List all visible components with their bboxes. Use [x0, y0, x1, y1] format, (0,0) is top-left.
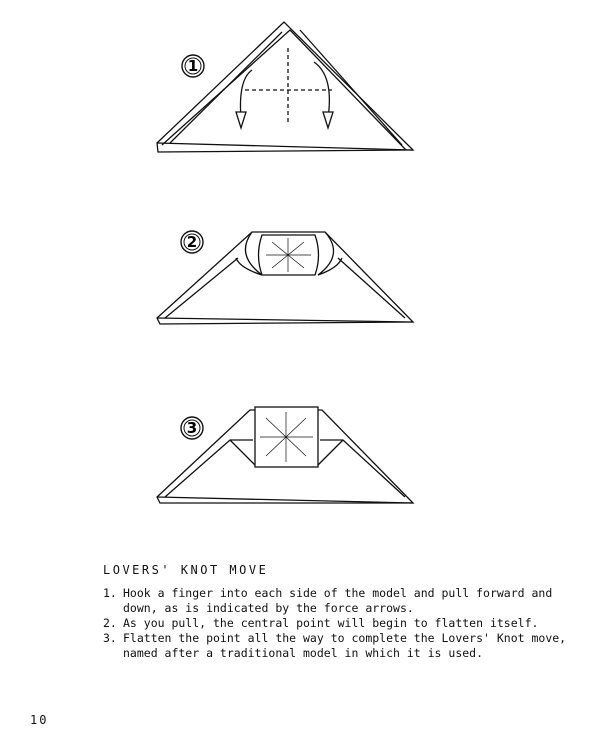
- step-text: Flatten the point all the way to complete the Lovers' Knot move, named after a traditional model in which it is used.: [123, 631, 567, 660]
- step-1-drawing: [0, 15, 600, 165]
- instructions-caption: [103, 563, 573, 661]
- caption-title: LOVERS' KNOT MOVE: [103, 563, 269, 577]
- page-number: 10: [30, 713, 49, 727]
- step-1-number-badge: [182, 55, 204, 77]
- step-number: 2.: [103, 616, 117, 630]
- svg-text:2: 2: [186, 233, 198, 251]
- step-2-drawing: [0, 218, 600, 328]
- step-2-number-badge: [181, 231, 203, 253]
- diagram-step-3: [0, 395, 600, 510]
- svg-text:3: 3: [186, 419, 198, 437]
- instruction-step: [103, 631, 573, 661]
- instruction-step: [103, 586, 573, 616]
- diagram-step-2: [0, 218, 600, 328]
- instruction-step: [103, 616, 573, 631]
- step-3-number-badge: [181, 417, 203, 439]
- step-3-drawing: [0, 395, 600, 510]
- diagram-step-1: [0, 15, 600, 165]
- step-text: As you pull, the central point will begin to flatten itself.: [123, 616, 539, 630]
- svg-text:1: 1: [187, 57, 199, 75]
- step-text: Hook a finger into each side of the model and pull forward and down, as is indicated by the force arrows.: [123, 586, 553, 615]
- step-number: 1.: [103, 586, 117, 600]
- step-number: 3.: [103, 631, 117, 645]
